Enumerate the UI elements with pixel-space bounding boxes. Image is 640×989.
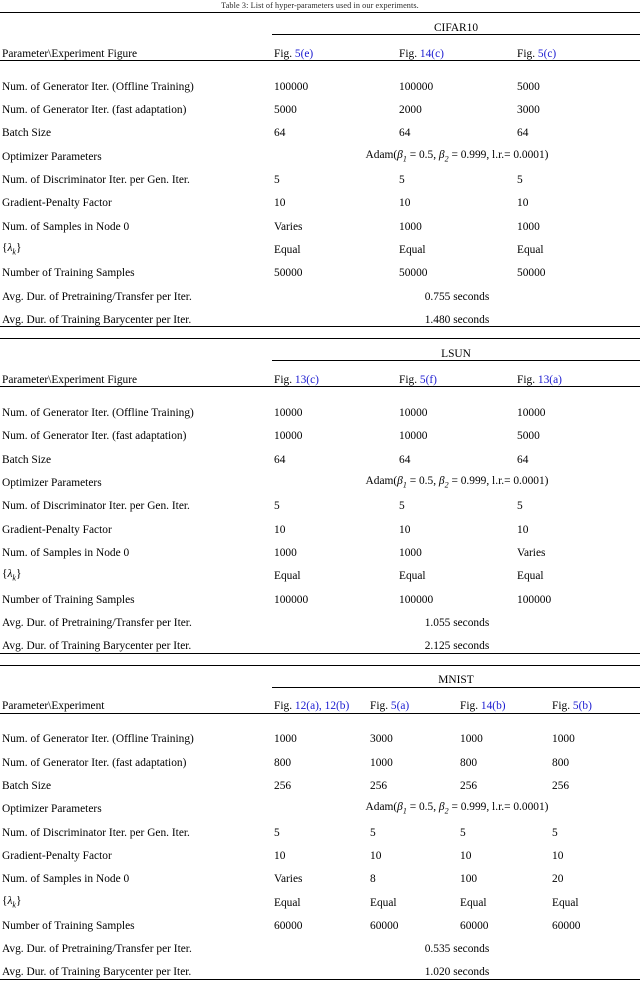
group-gap <box>0 653 640 665</box>
cell-avg-pretrain: 0.755 seconds <box>424 290 490 303</box>
group-header-row <box>0 13 640 35</box>
cell: 5 <box>274 500 280 513</box>
cell-avg-barycenter: 1.020 seconds <box>272 956 640 980</box>
cell-optimizer <box>272 140 640 163</box>
cell: Equal <box>399 243 426 256</box>
cell: Varies <box>517 546 546 559</box>
cell: 800 <box>460 756 478 769</box>
row-label: Num. of Generator Iter. (Offline Training) <box>2 407 194 420</box>
figure-link[interactable]: 12(a), 12(b) <box>294 700 350 713</box>
figure-link[interactable]: 14(c) <box>419 47 444 60</box>
cell: 1000 <box>274 546 297 559</box>
column-header-1: Fig. 13(c) <box>274 373 319 386</box>
table-row <box>0 886 640 909</box>
column-header-2: Fig. 5(a) <box>370 700 410 713</box>
cell: 5 <box>517 500 523 513</box>
cell: 10 <box>517 197 529 210</box>
cell-avg-pretrain: 1.055 seconds <box>424 616 490 629</box>
cell: 5 <box>370 826 376 839</box>
table-row <box>0 629 640 653</box>
table-caption: Table 3: List of hyper-parameters used in our experiments. <box>221 1 419 10</box>
cell: 10 <box>274 523 286 536</box>
cell: 256 <box>552 780 570 793</box>
row-label: Num. of Generator Iter. (Offline Training) <box>2 80 194 93</box>
group-title-cifar10: CIFAR10 <box>272 13 640 35</box>
cell: 256 <box>370 780 388 793</box>
row-label: Number of Training Samples <box>2 593 135 606</box>
table-row <box>0 210 640 233</box>
table-row <box>0 956 640 980</box>
table-row <box>0 489 640 512</box>
table-row <box>0 70 640 93</box>
cell: 1000 <box>460 733 483 746</box>
table-row <box>0 303 640 327</box>
cell: 100000 <box>399 593 434 606</box>
cell: 64 <box>399 453 411 466</box>
row-label: Gradient-Penalty Factor <box>2 849 112 862</box>
cell: 10000 <box>399 430 428 443</box>
cell: 10000 <box>274 407 303 420</box>
cell: 50000 <box>399 267 428 280</box>
table-row <box>0 513 640 536</box>
row-label: Avg. Dur. of Training Barycenter per Iter. <box>0 956 272 980</box>
figure-link[interactable]: 5(a) <box>390 700 410 713</box>
cell: 64 <box>274 127 286 140</box>
cell: 5000 <box>517 80 540 93</box>
column-header-2: Fig. 5(f) <box>399 373 437 386</box>
table-row <box>0 93 640 116</box>
cell: 5000 <box>274 104 297 117</box>
row-label: Num. of Generator Iter. (fast adaptation) <box>2 756 187 769</box>
cell: Equal <box>370 896 397 909</box>
table-row <box>0 536 640 559</box>
cell: 1000 <box>399 546 422 559</box>
row-label: Avg. Dur. of Pretraining/Transfer per Iter. <box>2 290 192 303</box>
cell: 5 <box>274 826 280 839</box>
row-label: Num. of Samples in Node 0 <box>2 873 130 886</box>
cell: 100000 <box>274 80 309 93</box>
cell: 64 <box>517 127 529 140</box>
cell: 10 <box>517 523 529 536</box>
cell: 10 <box>399 523 411 536</box>
row-label: Avg. Dur. of Training Barycenter per Iter. <box>0 303 272 327</box>
row-label: Optimizer Parameters <box>2 477 102 490</box>
table-row <box>0 606 640 629</box>
cell-avg-barycenter: 1.480 seconds <box>272 303 640 327</box>
figure-link[interactable]: 13(c) <box>294 373 319 386</box>
cell: 10000 <box>517 407 546 420</box>
table-row <box>0 792 640 815</box>
cell: 5 <box>399 500 405 513</box>
row-label: Num. of Samples in Node 0 <box>2 546 130 559</box>
spacer-row <box>0 61 640 71</box>
row-label: Num. of Discriminator Iter. per Gen. Iter. <box>2 500 190 513</box>
cell: Varies <box>274 873 303 886</box>
group-gap <box>0 327 640 339</box>
row-label: Gradient-Penalty Factor <box>2 523 112 536</box>
column-header-row <box>0 35 640 61</box>
cell: 2000 <box>399 104 422 117</box>
cell: 100000 <box>517 593 552 606</box>
column-header-1: Fig. 12(a), 12(b) <box>274 700 350 713</box>
table-row <box>0 862 640 885</box>
cell: Equal <box>517 243 544 256</box>
row-label-lambda: $\{\lambda_k\}$ <box>2 242 22 257</box>
row-label: Batch Size <box>2 780 52 793</box>
cell: 10 <box>399 197 411 210</box>
figure-link[interactable]: 14(b) <box>480 700 506 713</box>
table-row <box>0 443 640 466</box>
cell: 256 <box>274 780 292 793</box>
cell: Equal <box>552 896 579 909</box>
column-header-3: Fig. 14(b) <box>460 700 506 713</box>
row-label-lambda: $\{\lambda_k\}$ <box>2 568 22 583</box>
row-label: Avg. Dur. of Pretraining/Transfer per Iter. <box>2 943 192 956</box>
table-row <box>0 396 640 419</box>
figure-link[interactable]: 13(a) <box>537 373 562 386</box>
cell: Equal <box>399 570 426 583</box>
group-title-mnist: MNIST <box>272 666 640 688</box>
table-row <box>0 466 640 489</box>
table-row <box>0 233 640 256</box>
optimizer-text: $Adam(\beta_1 = 0.5$, $\beta_2 = 0.999$, l.r.= 0.0001) <box>365 801 549 816</box>
cell: 256 <box>460 780 478 793</box>
cell: 100000 <box>399 80 434 93</box>
row-label: Gradient-Penalty Factor <box>2 197 112 210</box>
cell: 5 <box>517 174 523 187</box>
group-title-lsun: LSUN <box>272 339 640 361</box>
row-label: Optimizer Parameters <box>2 803 102 816</box>
cell: 10000 <box>274 430 303 443</box>
cell: 50000 <box>517 267 546 280</box>
cell: 50000 <box>274 267 303 280</box>
row-label: Number of Training Samples <box>2 919 135 932</box>
cell: 20 <box>552 873 564 886</box>
table-row <box>0 583 640 606</box>
column-header-2: Fig. 14(c) <box>399 47 444 60</box>
cell: 60000 <box>552 919 581 932</box>
table-row <box>0 256 640 279</box>
cell: 800 <box>274 756 292 769</box>
figure-link[interactable]: 5(c) <box>537 47 557 60</box>
table-row <box>0 140 640 163</box>
column-header-row <box>0 687 640 713</box>
row-label: Num. of Discriminator Iter. per Gen. Iter. <box>2 174 190 187</box>
group-header-row <box>0 339 640 361</box>
figure-link[interactable]: 5(f) <box>419 373 437 386</box>
table-row <box>0 909 640 932</box>
spacer-row <box>0 713 640 723</box>
cell: 800 <box>552 756 570 769</box>
cell: 100000 <box>274 593 309 606</box>
spacer-row <box>0 387 640 397</box>
row-label: Num. of Generator Iter. (fast adaptation) <box>2 104 187 117</box>
cell-avg-pretrain: 0.535 seconds <box>424 943 490 956</box>
cell: 10 <box>370 849 382 862</box>
column-header-4: Fig. 5(b) <box>552 700 592 713</box>
cell: 3000 <box>517 104 540 117</box>
table-row <box>0 839 640 862</box>
row-label: Avg. Dur. of Training Barycenter per Iter. <box>0 629 272 653</box>
cell: 3000 <box>370 733 393 746</box>
cell: 60000 <box>274 919 303 932</box>
hyperparameter-table-cifar10 <box>0 12 640 338</box>
table-row <box>0 723 640 746</box>
table-row <box>0 559 640 582</box>
optimizer-text: $Adam(\beta_1 = 0.5$, $\beta_2 = 0.999$, l.r.= 0.0001) <box>365 475 549 490</box>
table-row <box>0 746 640 769</box>
cell: 5 <box>274 174 280 187</box>
cell: Varies <box>274 220 303 233</box>
hyperparameter-table-lsun <box>0 338 640 664</box>
column-header-row <box>0 361 640 387</box>
cell-optimizer <box>272 466 640 489</box>
row-header-label: Parameter\Experiment Figure <box>2 373 138 386</box>
cell: 1000 <box>399 220 422 233</box>
cell: Equal <box>274 243 301 256</box>
cell: 1000 <box>370 756 393 769</box>
figure-link[interactable]: 5(e) <box>294 47 314 60</box>
cell-optimizer <box>272 792 640 815</box>
optimizer-text: $Adam(\beta_1 = 0.5$, $\beta_2 = 0.999$, l.r.= 0.0001) <box>365 148 549 164</box>
cell-avg-barycenter: 2.125 seconds <box>272 629 640 653</box>
row-label: Num. of Discriminator Iter. per Gen. Iter. <box>2 826 190 839</box>
cell: 10 <box>460 849 472 862</box>
table-row <box>0 186 640 209</box>
cell: 100 <box>460 873 478 886</box>
table-row <box>0 769 640 792</box>
table-row <box>0 117 640 140</box>
row-label: Num. of Generator Iter. (fast adaptation) <box>2 430 187 443</box>
cell: 10000 <box>399 407 428 420</box>
cell: 64 <box>274 453 286 466</box>
cell: 5 <box>460 826 466 839</box>
cell: 64 <box>399 127 411 140</box>
cell: 5 <box>399 174 405 187</box>
cell: 60000 <box>460 919 489 932</box>
cell: 8 <box>370 873 376 886</box>
cell: 1000 <box>274 733 297 746</box>
row-label: Batch Size <box>2 453 52 466</box>
cell: Equal <box>460 896 487 909</box>
row-label: Num. of Generator Iter. (Offline Training) <box>2 733 194 746</box>
row-header-label: Parameter\Experiment Figure <box>2 47 138 60</box>
group-header-row <box>0 666 640 688</box>
table-row <box>0 163 640 186</box>
figure-link[interactable]: 5(b) <box>572 700 592 713</box>
cell: 5000 <box>517 430 540 443</box>
column-header-1: Fig. 5(e) <box>274 47 314 60</box>
cell: Equal <box>517 570 544 583</box>
table-row <box>0 280 640 303</box>
cell: 64 <box>517 453 529 466</box>
cell: 10 <box>274 849 286 862</box>
column-header-3: Fig. 13(a) <box>517 373 562 386</box>
cell: 10 <box>274 197 286 210</box>
cell: Equal <box>274 896 301 909</box>
row-label-lambda: $\{\lambda_k\}$ <box>2 894 22 909</box>
cell: Equal <box>274 570 301 583</box>
table-row <box>0 420 640 443</box>
row-label: Batch Size <box>2 127 52 140</box>
row-label: Num. of Samples in Node 0 <box>2 220 130 233</box>
cell: 5 <box>552 826 558 839</box>
cell: 1000 <box>552 733 575 746</box>
row-label: Number of Training Samples <box>2 267 135 280</box>
row-label: Optimizer Parameters <box>2 150 102 163</box>
column-header-3: Fig. 5(c) <box>517 47 557 60</box>
row-header-label: Parameter\Experiment <box>2 700 105 713</box>
cell: 1000 <box>517 220 540 233</box>
cell: 10 <box>552 849 564 862</box>
hyperparameter-table-mnist <box>0 665 640 980</box>
table-row <box>0 816 640 839</box>
table-row <box>0 932 640 955</box>
row-label: Avg. Dur. of Pretraining/Transfer per Iter. <box>2 616 192 629</box>
cell: 60000 <box>370 919 399 932</box>
